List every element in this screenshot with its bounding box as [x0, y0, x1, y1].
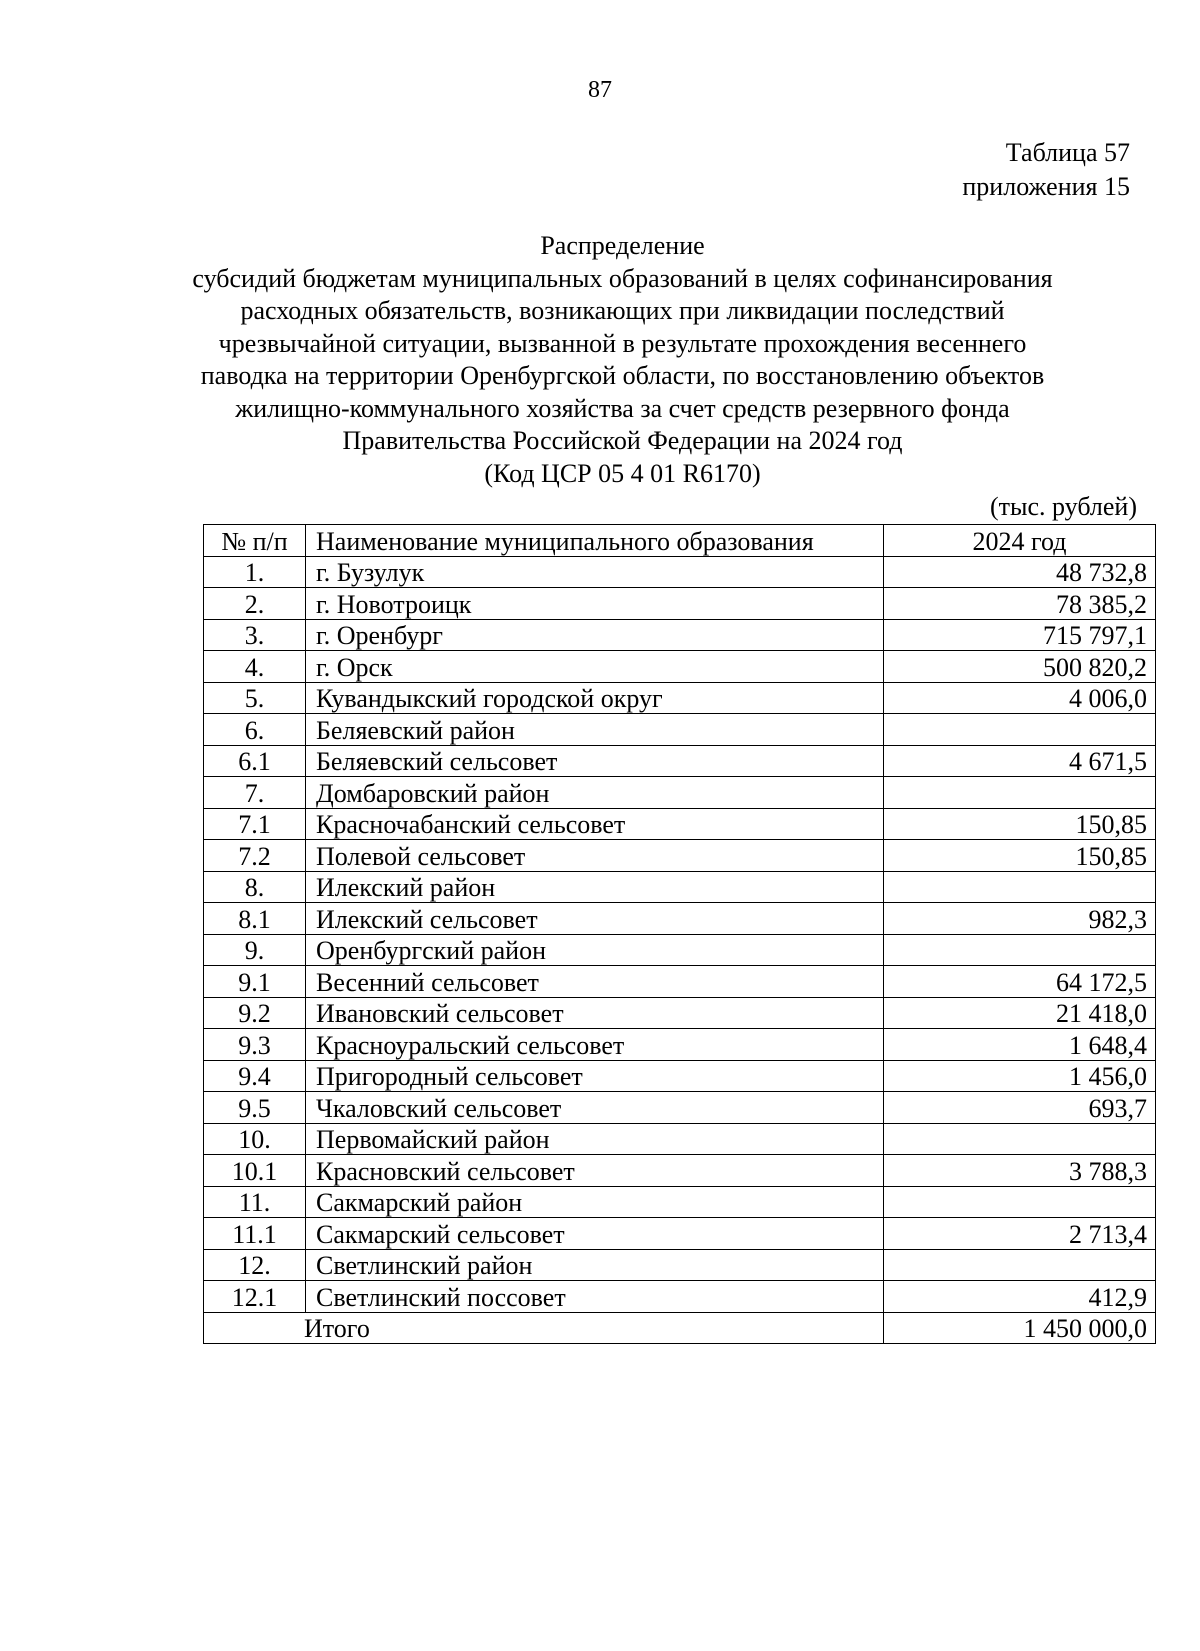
row-value: [884, 934, 1156, 966]
row-name: Весенний сельсовет: [306, 966, 884, 998]
annex-label: приложения 15: [962, 172, 1130, 201]
row-value: [884, 1186, 1156, 1218]
row-number: 9.5: [204, 1092, 306, 1124]
row-value: 412,9: [884, 1281, 1156, 1313]
row-number: 9.2: [204, 997, 306, 1029]
row-number: 9.1: [204, 966, 306, 998]
row-value: 715 797,1: [884, 619, 1156, 651]
row-name: г. Новотроицк: [306, 588, 884, 620]
row-name: Светлинский поссовет: [306, 1281, 884, 1313]
row-number: 5.: [204, 682, 306, 714]
row-name: Илекский район: [306, 871, 884, 903]
row-name: Сакмарский район: [306, 1186, 884, 1218]
heading-line: субсидий бюджетам муниципальных образований в целях софинансирования: [192, 263, 1053, 293]
document-heading: [180, 230, 1065, 490]
table-row: [204, 588, 1156, 620]
table-body: [204, 556, 1156, 1312]
row-value: 982,3: [884, 903, 1156, 935]
table-row: [204, 745, 1156, 777]
header-name: Наименование муниципального образования: [306, 525, 884, 557]
table-row: [204, 619, 1156, 651]
row-value: [884, 1249, 1156, 1281]
row-name: Светлинский район: [306, 1249, 884, 1281]
row-number: 12.: [204, 1249, 306, 1281]
table-row: [204, 966, 1156, 998]
row-value: [884, 1123, 1156, 1155]
row-number: 10.1: [204, 1155, 306, 1187]
total-label: Итого: [204, 1312, 884, 1344]
row-name: Илекский сельсовет: [306, 903, 884, 935]
table-row: [204, 1249, 1156, 1281]
row-name: Ивановский сельсовет: [306, 997, 884, 1029]
row-value: 78 385,2: [884, 588, 1156, 620]
row-name: Беляевский район: [306, 714, 884, 746]
table-row: [204, 651, 1156, 683]
table-row: [204, 840, 1156, 872]
row-value: 2 713,4: [884, 1218, 1156, 1250]
row-number: 11.1: [204, 1218, 306, 1250]
heading-title: Распределение: [540, 231, 705, 260]
heading-line: паводка на территории Оренбургской области, по восстановлению объектов: [200, 361, 1045, 390]
total-value: 1 450 000,0: [884, 1312, 1156, 1344]
row-name: г. Орск: [306, 651, 884, 683]
table-row: [204, 682, 1156, 714]
row-number: 9.4: [204, 1060, 306, 1092]
heading-line: чрезвычайной ситуации, вызванной в результате прохождения весеннего: [218, 328, 1027, 358]
table-row: [204, 1218, 1156, 1250]
table-row: [204, 1123, 1156, 1155]
table-row: [204, 1060, 1156, 1092]
row-value: [884, 871, 1156, 903]
row-number: 4.: [204, 651, 306, 683]
table-label: Таблица 57: [1005, 138, 1130, 167]
row-name: Сакмарский сельсовет: [306, 1218, 884, 1250]
row-name: Кувандыкский городской округ: [306, 682, 884, 714]
table-row: [204, 1186, 1156, 1218]
row-number: 7.: [204, 777, 306, 809]
total-row: [204, 1312, 1156, 1344]
table-row: [204, 1281, 1156, 1313]
row-name: г. Бузулук: [306, 556, 884, 588]
row-value: 3 788,3: [884, 1155, 1156, 1187]
table-row: [204, 934, 1156, 966]
table-row: [204, 808, 1156, 840]
table-row: [204, 1029, 1156, 1061]
row-number: 12.1: [204, 1281, 306, 1313]
row-name: Красночабанский сельсовет: [306, 808, 884, 840]
table-row: [204, 1092, 1156, 1124]
table-row: [204, 1155, 1156, 1187]
header-year: 2024 год: [884, 525, 1156, 557]
row-value: 21 418,0: [884, 997, 1156, 1029]
row-number: 6.: [204, 714, 306, 746]
table-row: [204, 997, 1156, 1029]
table-row: [204, 777, 1156, 809]
budget-code: (Код ЦСР 05 4 01 R6170): [484, 458, 761, 488]
row-value: 150,85: [884, 808, 1156, 840]
units-label: (тыс. рублей): [989, 492, 1137, 521]
row-name: Пригородный сельсовет: [306, 1060, 884, 1092]
distribution-table: [203, 524, 1156, 1344]
row-value: 1 456,0: [884, 1060, 1156, 1092]
row-value: 500 820,2: [884, 651, 1156, 683]
row-value: [884, 777, 1156, 809]
row-name: Первомайский район: [306, 1123, 884, 1155]
row-number: 8.: [204, 871, 306, 903]
row-name: Оренбургский район: [306, 934, 884, 966]
row-value: 150,85: [884, 840, 1156, 872]
table-row: [204, 714, 1156, 746]
row-number: 11.: [204, 1186, 306, 1218]
row-name: Беляевский сельсовет: [306, 745, 884, 777]
row-name: Чкаловский сельсовет: [306, 1092, 884, 1124]
table-row: [204, 871, 1156, 903]
row-number: 7.2: [204, 840, 306, 872]
row-number: 6.1: [204, 745, 306, 777]
row-name: Домбаровский район: [306, 777, 884, 809]
row-number: 2.: [204, 588, 306, 620]
table-row: [204, 556, 1156, 588]
row-name: Красновский сельсовет: [306, 1155, 884, 1187]
row-name: г. Оренбург: [306, 619, 884, 651]
row-number: 1.: [204, 556, 306, 588]
page-number: 87: [588, 77, 612, 103]
row-value: 4 671,5: [884, 745, 1156, 777]
table-header-row: [204, 525, 1156, 557]
row-value: 64 172,5: [884, 966, 1156, 998]
heading-line: Правительства Российской Федерации на 2024 год: [342, 426, 903, 455]
table-row: [204, 903, 1156, 935]
row-number: 9.: [204, 934, 306, 966]
header-number: № п/п: [204, 525, 306, 557]
row-value: [884, 714, 1156, 746]
row-value: 48 732,8: [884, 556, 1156, 588]
row-name: Полевой сельсовет: [306, 840, 884, 872]
row-number: 10.: [204, 1123, 306, 1155]
row-value: 4 006,0: [884, 682, 1156, 714]
row-number: 3.: [204, 619, 306, 651]
row-value: 1 648,4: [884, 1029, 1156, 1061]
row-number: 7.1: [204, 808, 306, 840]
row-number: 9.3: [204, 1029, 306, 1061]
heading-line: расходных обязательств, возникающих при ликвидации последствий: [240, 296, 1005, 325]
appendix-reference: [962, 136, 1130, 204]
row-number: 8.1: [204, 903, 306, 935]
row-name: Красноуральский сельсовет: [306, 1029, 884, 1061]
row-value: 693,7: [884, 1092, 1156, 1124]
heading-line: жилищно-коммунального хозяйства за счет средств резервного фонда: [235, 393, 1010, 423]
